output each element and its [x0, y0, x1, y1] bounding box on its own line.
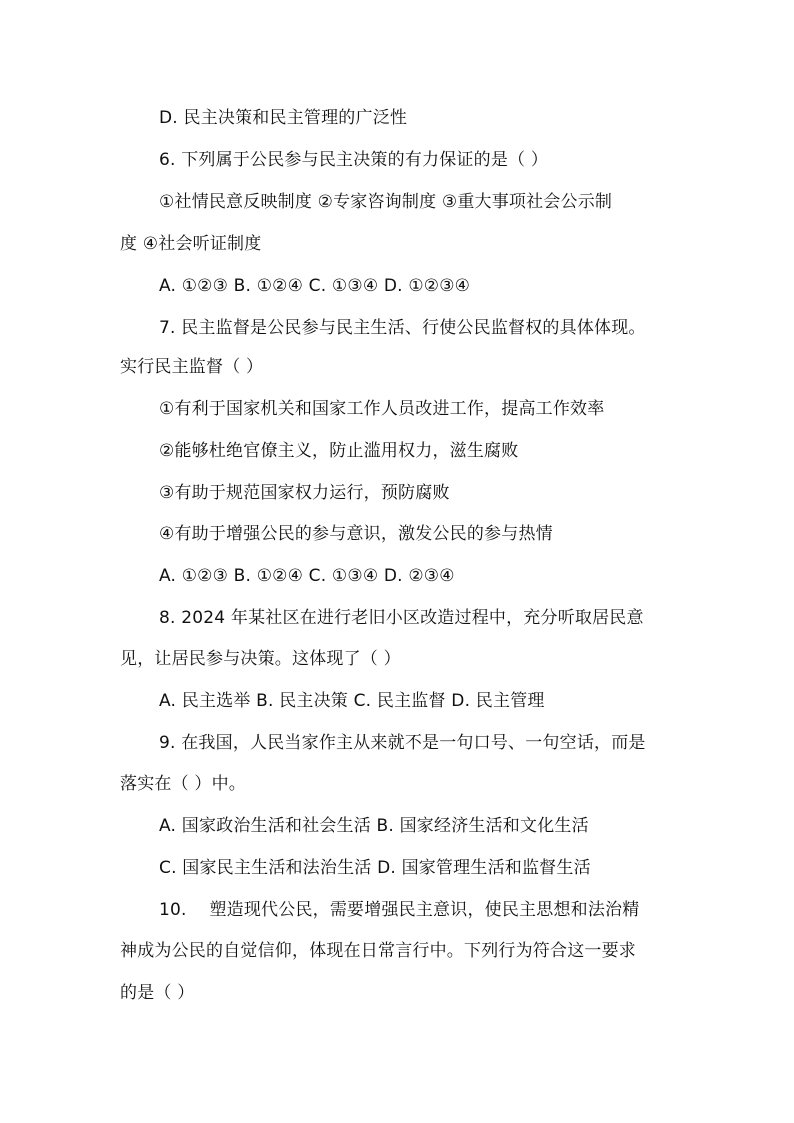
question-6: 6. 下列属于公民参与民主决策的有力保证的是（ ） — [159, 150, 549, 170]
question-9-options-ab: A. 国家政治生活和社会生活 B. 国家经济生活和文化生活 — [159, 816, 589, 836]
question-8: 8. 2024 年某社区在进行老旧小区改造过程中，充分听取居民意 — [159, 608, 644, 628]
question-10-cont-1: 神成为公民的自觉信仰，体现在日常言行中。下列行为符合这一要求 — [120, 941, 636, 961]
question-7-statement-2: ②能够杜绝官僚主义，防止滥用权力，滋生腐败 — [159, 441, 519, 461]
question-6-statements-cont: 度 ④社会听证制度 — [120, 234, 262, 254]
question-6-options: A. ①②③ B. ①②④ C. ①③④ D. ①②③④ — [159, 276, 471, 296]
option-d-q5: D. 民主决策和民主管理的广泛性 — [159, 108, 408, 128]
question-9: 9. 在我国，人民当家作主从来就不是一句口号、一句空话，而是 — [159, 733, 646, 753]
question-6-statements: ①社情民意反映制度 ②专家咨询制度 ③重大事项社会公示制 — [159, 192, 613, 212]
question-9-cont: 落实在（ ）中。 — [120, 774, 247, 794]
question-8-options: A. 民主选举 B. 民主决策 C. 民主监督 D. 民主管理 — [159, 691, 545, 711]
question-7-statement-3: ③有助于规范国家权力运行，预防腐败 — [159, 483, 450, 503]
question-9-options-cd: C. 国家民主生活和法治生活 D. 国家管理生活和监督生活 — [159, 858, 591, 878]
question-7-cont: 实行民主监督（ ） — [120, 357, 264, 377]
question-7-statement-1: ①有利于国家机关和国家工作人员改进工作，提高工作效率 — [159, 399, 605, 419]
question-7: 7. 民主监督是公民参与民主生活、行使公民监督权的具体体现。 — [159, 318, 646, 338]
question-10-cont-2: 的是（ ） — [120, 983, 195, 1003]
question-8-cont: 见，让居民参与决策。这体现了（ ） — [120, 649, 401, 669]
question-10: 10. 塑造现代公民，需要增强民主意识，使民主思想和法治精 — [159, 900, 640, 920]
question-7-options: A. ①②③ B. ①②④ C. ①③④ D. ②③④ — [159, 566, 455, 586]
question-7-statement-4: ④有助于增强公民的参与意识，激发公民的参与热情 — [159, 524, 553, 544]
